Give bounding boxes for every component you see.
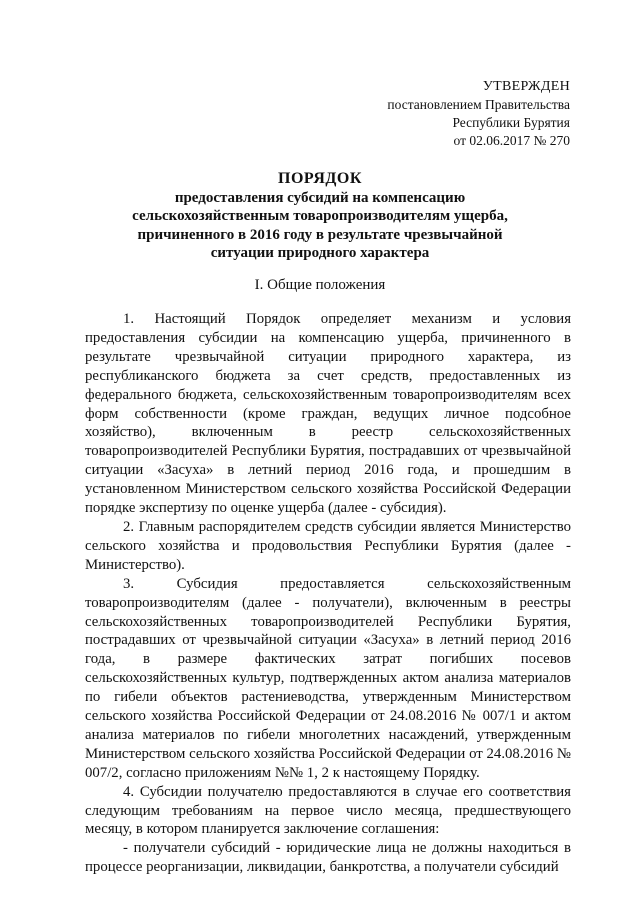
paragraph-1: 1. Настоящий Порядок определяет механизм и условия предоставления субсидии на компенсацию ущерба, причиненного в результате чрезвычайной ситуации природного характера, из республиканского бюджета за счет средств, предоставленных из федерального бюджета, сельскохозяйственным товаропроизводителям всех форм собственности (кроме граждан, ведущих личное подсобное хозяйство), включенным в реестр сельскохозяйственных товаропроизводителей Республики Бурятия, пострадавших от чрезвычайной ситуации «Засуха» в летний период 2016 года, и прошедшим в установленном Министерством сельского хозяйства Российской Федерации порядке экспертизу по оценке ущерба (далее - субсидия). [85,311,571,517]
section-title: I. Общие положения [254,277,386,293]
paragraph-4: 4. Субсидии получателю предоставляются в случае его соответствия следующим требованиям на первое число месяца, предшествующего месяцу, в котором планируется заключение соглашения: [85,783,571,838]
approval-line-republic: Республики Бурятия [452,115,570,130]
document-subtitle-line-2: сельскохозяйственным товаропроизводителям ущерба, [132,208,508,224]
paragraph-3: 3. Субсидия предоставляется сельскохозяйственным товаропроизводителям (далее - получатели), включенным в реестры сельскохозяйственных товаропроизводителей Республики Бурятия, пострадавших от чрезвычайной ситуации «Засуха» в летний период 2016 года, в размере фактических затрат погибших посевов сельскохозяйственных культур, подтвержденных актом анализа материалов по гибели объектов растениеводства, утвержденным Министерством сельского хозяйства Российской Федерации от 24.08.2016 № 007/1 и актом анализа материалов по гибели многолетних насаждений, утвержденным Министерством сельского хозяйства Российской Федерации от 24.08.2016 № 007/2, согласно приложениям №№ 1, 2 к настоящему Порядку. [85,575,571,781]
approval-line-approved: УТВЕРЖДЕН [482,79,570,94]
paragraph-5: - получатели субсидий - юридические лица не должны находиться в процессе реорганизации, ликвидации, банкротства, а получатели субсидий [85,840,571,876]
approval-stamp [387,78,570,150]
document-heading [112,170,528,263]
document-title: ПОРЯДОК [278,170,362,187]
document-subtitle-line-1: предоставления субсидий на компенсацию [174,189,466,206]
document-subtitle-line-3: причиненного в 2016 году в результате чрезвычайной [137,226,503,243]
document-body [85,310,571,877]
approval-line-date-number: от 02.06.2017 № 270 [453,133,570,148]
document-subtitle-line-4: ситуации природного характера [210,245,430,261]
approval-line-resolution: постановлением Правительства [387,97,570,112]
paragraph-2: 2. Главным распорядителем средств субсидии является Министерство сельского хозяйства и продовольствия Республики Бурятия (далее - Министерство). [85,518,571,573]
